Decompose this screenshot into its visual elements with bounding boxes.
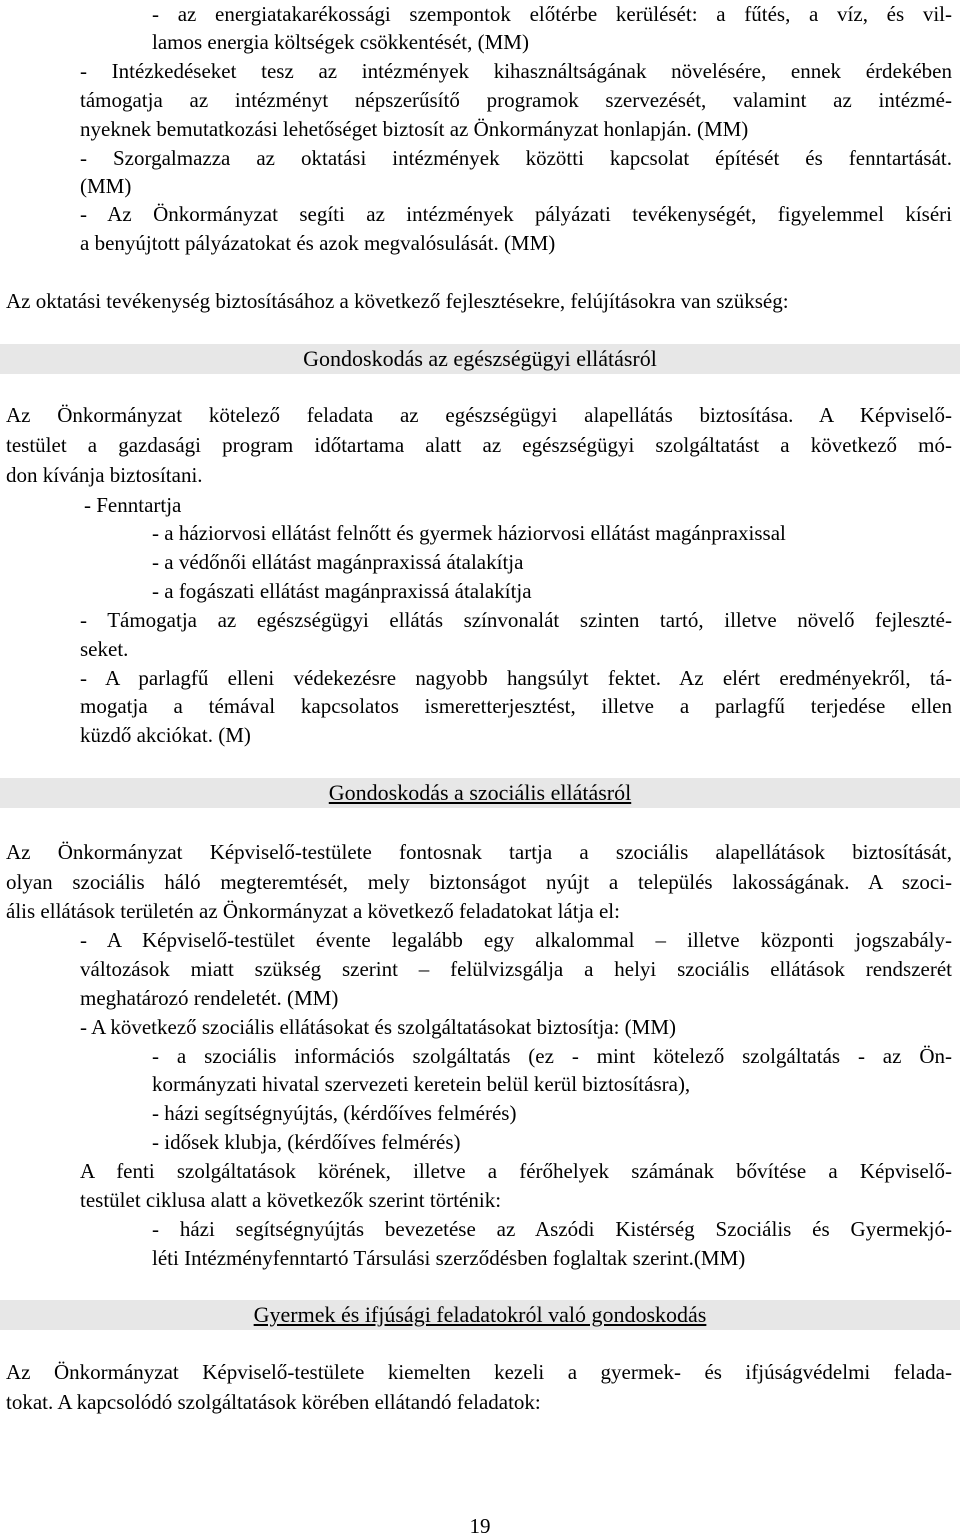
text-line: támogatja az intézményt népszerűsítő programok szervezését, valamint az intézmé-: [80, 88, 952, 112]
text-line: tokat. A kapcsolódó szolgáltatások körében ellátandó feladatok:: [6, 1390, 541, 1414]
text-line: - A Képviselő-testület évente legalább egy alkalommal – illetve központi jogszabály-: [80, 928, 952, 952]
text-line: mogatja a témával kapcsolatos ismeretterjesztést, illetve a parlagfű terjedése ellen: [80, 694, 952, 718]
text-line: - a szociális információs szolgáltatás (ez - mint kötelező szolgáltatás - az Ön-: [152, 1044, 952, 1068]
text-line: - a háziorvosi ellátást felnőtt és gyermek háziorvosi ellátást magánpraxissal: [152, 521, 786, 545]
text-line: - A parlagfű elleni védekezésre nagyobb hangsúlyt fektet. Az elért eredményekről, tá-: [80, 666, 952, 690]
text-line: ális ellátások területén az Önkormányzat a következő feladatokat látja el:: [6, 899, 620, 923]
text-line: lamos energia költségek csökkentését, (MM): [152, 30, 529, 54]
text-line: - Az Önkormányzat segíti az intézmények pályázati tevékenységét, figyelemmel kíséri: [80, 202, 952, 226]
text-line: testület a gazdasági program időtartama alatt az egészségügyi szolgáltatást a következő mó-: [6, 433, 952, 457]
text-line: Az Önkormányzat Képviselő-testülete fontosnak tartja a szociális alapellátások biztosítását,: [6, 840, 952, 864]
text-line: don kívánja biztosítani.: [6, 463, 203, 487]
text-line: Az oktatási tevékenység biztosításához a következő fejlesztésekre, felújításokra van szükség:: [6, 289, 789, 313]
text-line: Az Önkormányzat kötelező feladata az egészségügyi alapellátás biztosítása. A Képviselő-: [6, 403, 952, 427]
text-line: - az energiatakarékossági szempontok előtérbe kerülését: a fűtés, a víz, és vil-: [152, 2, 952, 26]
text-line: nyeknek bemutatkozási lehetőséget biztosít az Önkormányzat honlapján. (MM): [80, 117, 749, 141]
text-line: - Szorgalmazza az oktatási intézmények közötti kapcsolat építését és fenntartását.: [80, 146, 952, 170]
text-line: meghatározó rendeletét. (MM): [80, 986, 339, 1010]
text-line: - Támogatja az egészségügyi ellátás színvonalát szinten tartó, illetve növelő fejleszté-: [80, 608, 952, 632]
text-line: küzdő akciókat. (M): [80, 723, 251, 747]
text-line: a benyújtott pályázatokat és azok megvalósulását. (MM): [80, 231, 556, 255]
text-line: - a fogászati ellátást magánpraxissá átalakítja: [152, 579, 532, 603]
text-line: testület ciklusa alatt a következők szerint történik:: [80, 1188, 502, 1212]
text-line: olyan szociális háló megteremtését, mely biztonságot nyújt a település lakosságának. A szoci-: [6, 870, 952, 894]
text-line: (MM): [80, 174, 132, 198]
text-line: - házi segítségnyújtás, (kérdőíves felmérés): [152, 1101, 517, 1125]
section-heading-social: Gondoskodás a szociális ellátásról: [0, 778, 960, 808]
text-line: - házi segítségnyújtás bevezetése az Aszódi Kistérség Szociális és Gyermekjó-: [152, 1217, 952, 1241]
text-line: A fenti szolgáltatások körének, illetve a férőhelyek számának bővítése a Képviselő-: [80, 1159, 952, 1183]
section-heading-health: Gondoskodás az egészségügyi ellátásról: [0, 344, 960, 374]
text-line: - A következő szociális ellátásokat és szolgáltatásokat biztosítja: (MM): [80, 1015, 677, 1039]
text-line: változások miatt szükség szerint – felülvizsgálja a helyi szociális ellátások rendszerét: [80, 957, 952, 981]
text-line: léti Intézményfenntartó Társulási szerződésben foglaltak szerint.(MM): [152, 1246, 746, 1270]
section-heading-youth: Gyermek és ifjúsági feladatokról való gondoskodás: [0, 1300, 960, 1330]
text-line: - Intézkedéseket tesz az intézmények kihasználtságának növelésére, ennek érdekében: [80, 59, 952, 83]
text-line: - Fenntartja: [84, 493, 182, 517]
text-line: - idősek klubja, (kérdőíves felmérés): [152, 1130, 461, 1154]
page-number: 19: [469, 1514, 491, 1538]
text-line: Az Önkormányzat Képviselő-testülete kiemelten kezeli a gyermek- és ifjúságvédelmi felada-: [6, 1360, 952, 1384]
text-line: - a védőnői ellátást magánpraxissá átalakítja: [152, 550, 524, 574]
text-line: seket.: [80, 637, 129, 661]
text-line: kormányzati hivatal szervezeti keretein belül kerül biztosításra),: [152, 1072, 691, 1096]
